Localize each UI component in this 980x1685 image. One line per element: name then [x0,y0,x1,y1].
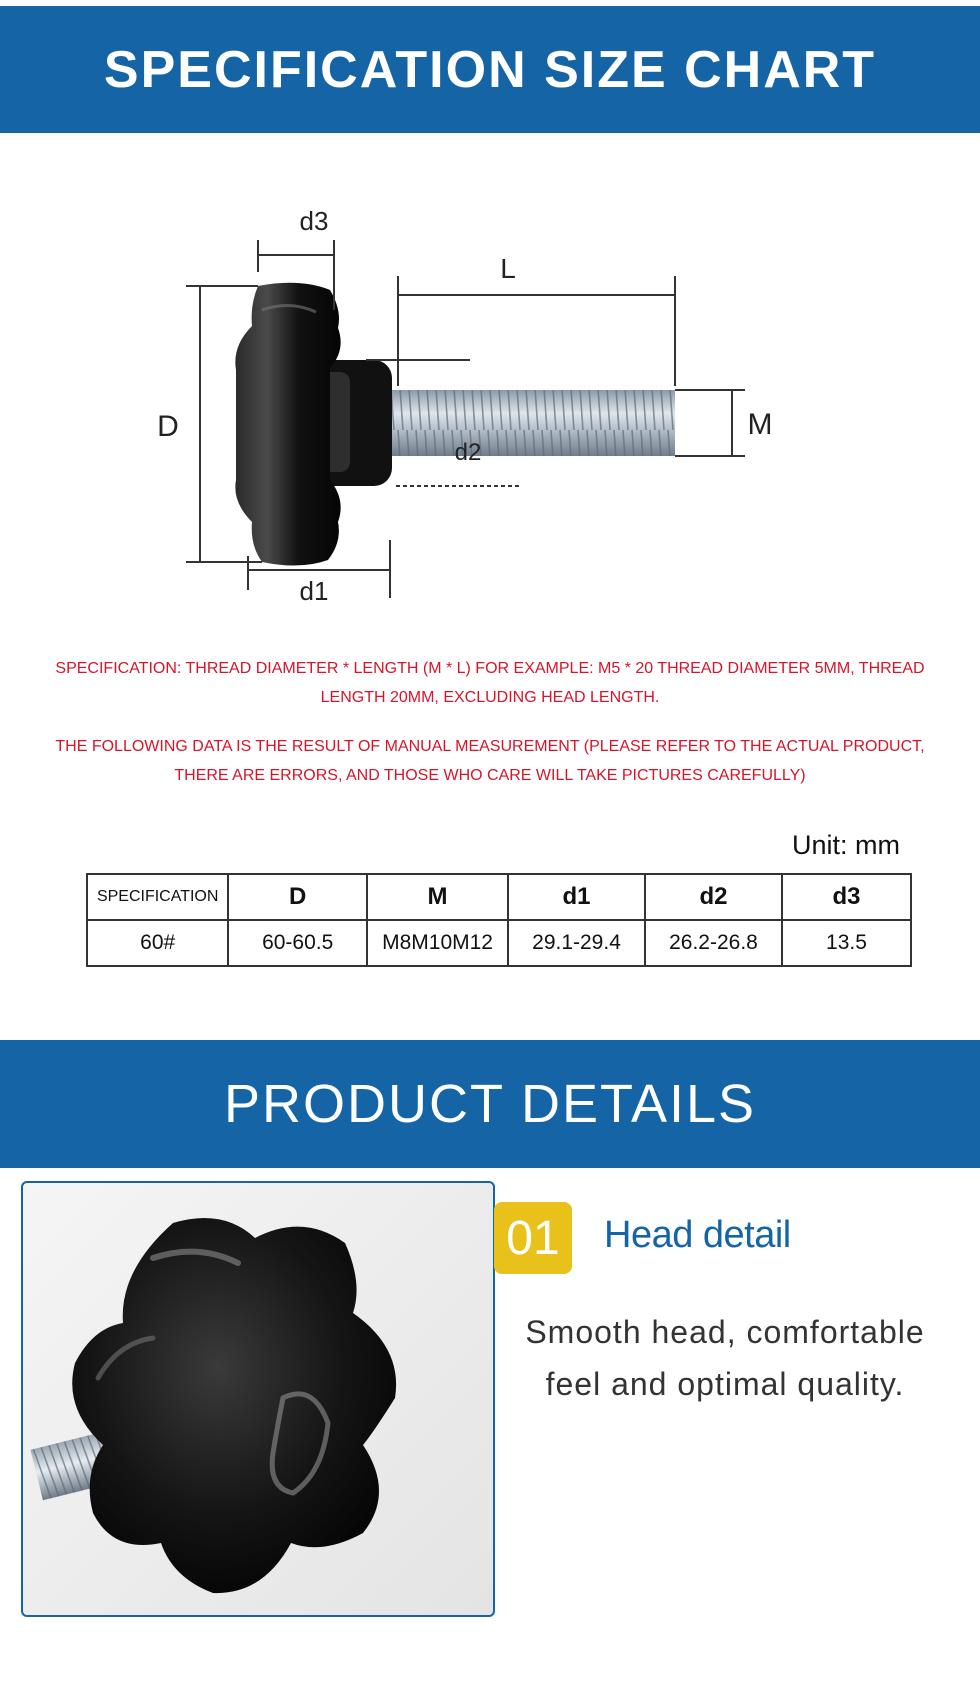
product-details-banner [0,1040,980,1168]
detail-title: Head detail [604,1214,791,1256]
cell-D: 60-60.5 [228,920,367,966]
label-D: D [157,410,179,443]
cell-specification: 60# [87,920,228,966]
cell-d1: 29.1-29.4 [508,920,645,966]
header-d3: d3 [782,874,911,920]
size-chart-banner [0,6,980,133]
cell-d3: 13.5 [782,920,911,966]
header-specification: SPECIFICATION [87,874,228,920]
cell-d2: 26.2-26.8 [645,920,782,966]
dimension-diagram [0,150,980,620]
label-d3: d3 [299,206,329,236]
header-D: D [228,874,367,920]
header-d1: d1 [508,874,645,920]
measurement-note: THE FOLLOWING DATA IS THE RESULT OF MANUAL MEASUREMENT (PLEASE REFER TO THE ACTUAL PRODUCT, THERE ARE ERRORS, AND THOSE WHO CARE WILL TAKE PICTURES CAREFULLY) [55,738,925,784]
header-d2: d2 [645,874,782,920]
size-chart-title: SPECIFICATION SIZE CHART [103,40,877,99]
product-photo [21,1181,495,1617]
table-header-row [87,874,911,920]
table-row [87,920,911,966]
specification-note: SPECIFICATION: THREAD DIAMETER * LENGTH (M * L) FOR EXAMPLE: M5 * 20 THREAD DIAMETER 5MM, THREAD LENGTH 20MM, EXCLUDING HEAD LENGTH. [55,660,925,706]
label-d1: d1 [299,576,329,606]
star-knob-shape [72,1218,396,1593]
knob-head-shape [235,283,340,566]
unit-label: Unit: mm [792,830,900,860]
label-d2: d2 [454,439,482,466]
label-M: M [747,408,773,441]
header-M: M [367,874,508,920]
screw-thread-shape [380,390,675,456]
spec-table [86,873,912,967]
detail-description: Smooth head, comfortable feel and optimal quality. [525,1314,925,1402]
label-L: L [500,253,516,284]
detail-number-badge: 01 [494,1202,572,1274]
product-details-title: PRODUCT DETAILS [223,1074,757,1134]
cell-M: M8M10M12 [367,920,508,966]
